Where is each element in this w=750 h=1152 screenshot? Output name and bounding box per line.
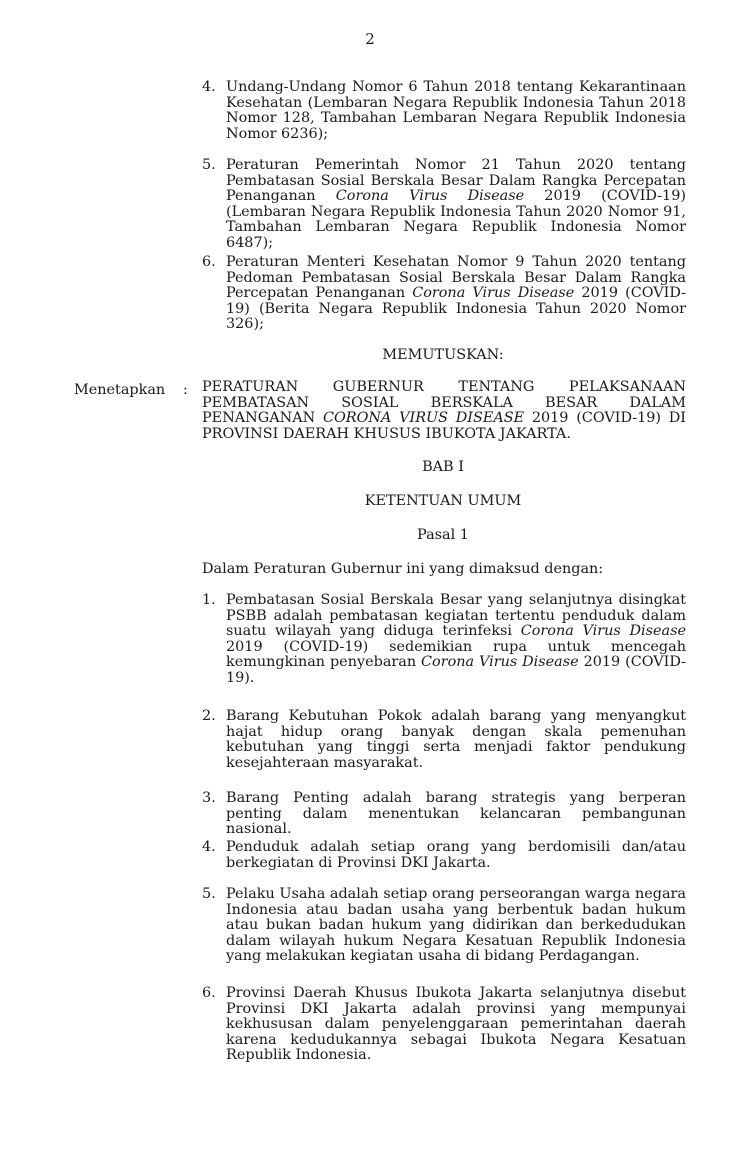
establish-colon: :: [183, 382, 188, 398]
chapter-title: KETENTUAN UMUM: [364, 493, 522, 509]
establish-label: Menetapkan: [74, 382, 166, 398]
definition-text: Barang Kebutuhan Pokok adalah barang yang menyangkut hajat hidup orang banyak dengan skala pemenuhan kebutuhan yang tinggi serta menjadi faktor pendukung kesejahteraan masyarakat.: [226, 708, 686, 771]
definition-number: 2.: [202, 708, 216, 724]
definition-item-4: [202, 840, 686, 871]
definitions-intro: Dalam Peraturan Gubernur ini yang dimaksud dengan:: [202, 561, 604, 577]
establish-text: PERATURAN GUBERNUR TENTANG PELAKSANAAN PEMBATASAN SOSIAL BERSKALA BESAR DALAM PENANGANAN CORONA VIRUS DISEASE 2019 (COVID-19) DI PROVINSI DAERAH KHUSUS IBUKOTA JAKARTA.: [202, 379, 686, 442]
decides-heading: MEMUTUSKAN:: [382, 347, 504, 363]
definition-item-1: [202, 593, 686, 687]
definition-number: 1.: [202, 592, 216, 608]
legal-basis-item-4: [202, 80, 686, 142]
page-number: 2: [365, 30, 375, 48]
definition-text: Pelaku Usaha adalah setiap orang perseorangan warga negara Indonesia atau badan usaha yang berbentuk badan hukum atau bukan badan hukum yang didirikan dan berkedudukan dalam wilayah hukum Negara Kesatuan Republik Indonesia yang melakukan kegiatan usaha di bidang Perdagangan.: [226, 886, 686, 965]
item-number: 4.: [202, 79, 216, 95]
definition-number: 4.: [202, 839, 216, 855]
definition-text: Barang Penting adalah barang strategis yang berperan penting dalam menentukan kelancaran pembangunan nasional.: [226, 790, 686, 838]
definition-number: 5.: [202, 886, 216, 902]
item-text: Peraturan Pemerintah Nomor 21 Tahun 2020 tentang Pembatasan Sosial Berskala Besar Dalam Rangka Percepatan Penanganan Corona Virus Disease 2019 (COVID-19) (Lembaran Negara Republik Indonesia Tahun 2020 Nomor 91, Tambahan Lembaran Negara Republik Indonesia Nomor 6487);: [226, 157, 686, 251]
definition-item-2: [202, 709, 686, 771]
legal-basis-item-6: [202, 255, 686, 333]
item-number: 5.: [202, 157, 216, 173]
item-number: 6.: [202, 254, 216, 270]
item-text: Undang-Undang Nomor 6 Tahun 2018 tentang Kekarantinaan Kesehatan (Lembaran Negara Republik Indonesia Tahun 2018 Nomor 128, Tambahan Lembaran Negara Republik Indonesia Nomor 6236);: [226, 79, 686, 142]
definition-item-3: [202, 791, 686, 838]
definition-text: Pembatasan Sosial Berskala Besar yang selanjutnya disingkat PSBB adalah pembatasan kegiatan tertentu penduduk dalam suatu wilayah yang diduga terinfeksi Corona Virus Disease 2019 (COVID-19) sedemikian rupa untuk mencegah kemungkinan penyebaran Corona Virus Disease 2019 (COVID-19).: [226, 592, 686, 686]
definition-item-5: [202, 887, 686, 965]
definition-number: 6.: [202, 985, 216, 1001]
legal-basis-item-5: [202, 158, 686, 252]
definition-text: Penduduk adalah setiap orang yang berdomisili dan/atau berkegiatan di Provinsi DKI Jakarta.: [226, 839, 686, 871]
definition-item-6: [202, 986, 686, 1064]
definition-number: 3.: [202, 790, 216, 806]
article-heading: Pasal 1: [417, 527, 469, 543]
chapter-heading: BAB I: [422, 459, 464, 475]
definition-text: Provinsi Daerah Khusus Ibukota Jakarta selanjutnya disebut Provinsi DKI Jakarta adalah provinsi yang mempunyai kekhususan dalam penyelenggaraan pemerintahan daerah karena kedudukannya sebagai Ibukota Negara Kesatuan Republik Indonesia.: [226, 985, 686, 1064]
item-text: Peraturan Menteri Kesehatan Nomor 9 Tahun 2020 tentang Pedoman Pembatasan Sosial Berskala Besar Dalam Rangka Percepatan Penanganan Corona Virus Disease 2019 (COVID-19) (Berita Negara Republik Indonesia Tahun 2020 Nomor 326);: [226, 254, 686, 333]
